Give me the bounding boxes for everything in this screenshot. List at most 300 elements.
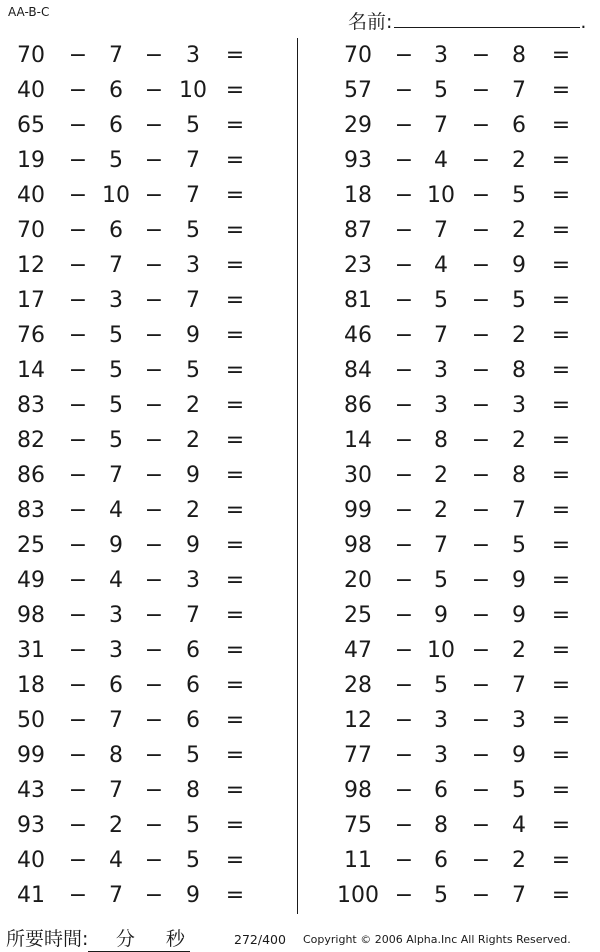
minuend: 81	[344, 287, 372, 313]
minus-sign: −	[68, 742, 88, 768]
subtrahend-2: 6	[186, 672, 200, 698]
subtrahend-1: 7	[434, 532, 448, 558]
subtrahend-1: 7	[109, 707, 123, 733]
problem-row	[0, 563, 290, 598]
minus-sign: −	[144, 847, 164, 873]
subtrahend-2: 6	[186, 637, 200, 663]
minus-sign: −	[394, 777, 414, 803]
problem-row	[300, 808, 590, 843]
problem-row	[0, 353, 290, 388]
equals-sign: =	[551, 42, 571, 68]
minuend: 77	[344, 742, 372, 768]
equals-sign: =	[551, 287, 571, 313]
minus-sign: −	[471, 847, 491, 873]
minuend: 41	[17, 882, 45, 908]
problem-row	[300, 73, 590, 108]
minus-sign: −	[144, 182, 164, 208]
minus-sign: −	[68, 182, 88, 208]
problem-row	[0, 808, 290, 843]
minus-sign: −	[68, 217, 88, 243]
subtrahend-1: 4	[109, 567, 123, 593]
subtrahend-1: 4	[109, 497, 123, 523]
copyright-notice: Copyright © 2006 Alpha.Inc All Rights Reserved.	[303, 933, 571, 946]
minus-sign: −	[394, 322, 414, 348]
equals-sign: =	[225, 112, 245, 138]
minuend: 86	[17, 462, 45, 488]
minus-sign: −	[471, 112, 491, 138]
subtrahend-2: 7	[186, 182, 200, 208]
minuend: 40	[17, 182, 45, 208]
minuend: 18	[344, 182, 372, 208]
subtrahend-1: 6	[109, 77, 123, 103]
subtrahend-2: 3	[512, 707, 526, 733]
subtrahend-2: 5	[186, 812, 200, 838]
subtrahend-1: 3	[434, 392, 448, 418]
subtrahend-1: 8	[434, 812, 448, 838]
problem-row	[300, 283, 590, 318]
equals-sign: =	[225, 252, 245, 278]
minuend: 31	[17, 637, 45, 663]
minus-sign: −	[144, 637, 164, 663]
subtrahend-2: 2	[512, 217, 526, 243]
equals-sign: =	[551, 602, 571, 628]
equals-sign: =	[225, 497, 245, 523]
minuend: 70	[17, 217, 45, 243]
equals-sign: =	[551, 77, 571, 103]
minuend: 12	[17, 252, 45, 278]
equals-sign: =	[225, 427, 245, 453]
subtrahend-2: 9	[512, 252, 526, 278]
minuend: 18	[17, 672, 45, 698]
problem-row	[0, 633, 290, 668]
problem-row	[300, 528, 590, 563]
minus-sign: −	[471, 77, 491, 103]
subtrahend-2: 2	[186, 497, 200, 523]
minuend: 76	[17, 322, 45, 348]
minus-sign: −	[144, 777, 164, 803]
problem-row	[300, 143, 590, 178]
subtrahend-1: 6	[109, 672, 123, 698]
problem-row	[300, 458, 590, 493]
minus-sign: −	[471, 672, 491, 698]
minus-sign: −	[471, 147, 491, 173]
minus-sign: −	[144, 112, 164, 138]
minuend: 98	[17, 602, 45, 628]
subtrahend-1: 5	[109, 427, 123, 453]
problem-row	[300, 318, 590, 353]
minus-sign: −	[394, 882, 414, 908]
minus-sign: −	[68, 637, 88, 663]
minus-sign: −	[394, 77, 414, 103]
subtrahend-2: 9	[512, 602, 526, 628]
problem-row	[0, 143, 290, 178]
equals-sign: =	[225, 882, 245, 908]
subtrahend-2: 5	[512, 287, 526, 313]
minuend: 46	[344, 322, 372, 348]
minus-sign: −	[471, 637, 491, 663]
minus-sign: −	[471, 707, 491, 733]
subtrahend-1: 7	[109, 462, 123, 488]
minus-sign: −	[471, 567, 491, 593]
subtrahend-2: 2	[512, 322, 526, 348]
problem-row	[300, 633, 590, 668]
subtrahend-2: 7	[186, 602, 200, 628]
minus-sign: −	[394, 357, 414, 383]
minus-sign: −	[68, 112, 88, 138]
problem-row	[0, 598, 290, 633]
problem-row	[0, 528, 290, 563]
minus-sign: −	[394, 672, 414, 698]
minus-sign: −	[394, 637, 414, 663]
subtrahend-2: 9	[186, 532, 200, 558]
name-label: 名前:	[348, 11, 393, 33]
problem-row	[300, 423, 590, 458]
equals-sign: =	[225, 462, 245, 488]
minutes-unit: 分	[115, 928, 135, 950]
subtrahend-1: 3	[434, 357, 448, 383]
equals-sign: =	[551, 812, 571, 838]
minus-sign: −	[471, 742, 491, 768]
subtrahend-2: 7	[512, 672, 526, 698]
minuend: 98	[344, 777, 372, 803]
minus-sign: −	[68, 252, 88, 278]
minuend: 82	[17, 427, 45, 453]
minus-sign: −	[471, 462, 491, 488]
minus-sign: −	[68, 707, 88, 733]
minuend: 57	[344, 77, 372, 103]
minuend: 43	[17, 777, 45, 803]
equals-sign: =	[551, 112, 571, 138]
subtrahend-1: 3	[109, 287, 123, 313]
problem-row	[0, 843, 290, 878]
minuend: 84	[344, 357, 372, 383]
problem-row	[300, 878, 590, 913]
minutes-blank	[88, 924, 160, 952]
seconds-blank	[160, 924, 190, 952]
minus-sign: −	[394, 252, 414, 278]
minuend: 28	[344, 672, 372, 698]
subtrahend-1: 2	[434, 462, 448, 488]
problem-row	[0, 178, 290, 213]
problem-row	[0, 73, 290, 108]
minus-sign: −	[471, 357, 491, 383]
equals-sign: =	[225, 602, 245, 628]
subtrahend-1: 5	[109, 322, 123, 348]
problem-row	[300, 598, 590, 633]
minus-sign: −	[394, 427, 414, 453]
equals-sign: =	[225, 217, 245, 243]
subtrahend-1: 3	[109, 602, 123, 628]
problem-row	[0, 213, 290, 248]
minus-sign: −	[144, 812, 164, 838]
minus-sign: −	[68, 672, 88, 698]
minuend: 23	[344, 252, 372, 278]
minuend: 30	[344, 462, 372, 488]
right-problem-column	[300, 38, 590, 913]
subtrahend-1: 7	[109, 882, 123, 908]
minus-sign: −	[68, 882, 88, 908]
minus-sign: −	[144, 392, 164, 418]
problem-row	[0, 38, 290, 73]
subtrahend-1: 2	[109, 812, 123, 838]
minus-sign: −	[68, 567, 88, 593]
minus-sign: −	[471, 217, 491, 243]
problem-row	[0, 108, 290, 143]
minuend: 93	[344, 147, 372, 173]
equals-sign: =	[225, 77, 245, 103]
minuend: 75	[344, 812, 372, 838]
minuend: 17	[17, 287, 45, 313]
subtrahend-2: 9	[186, 322, 200, 348]
subtrahend-2: 5	[512, 777, 526, 803]
minus-sign: −	[394, 392, 414, 418]
minuend: 14	[344, 427, 372, 453]
problem-row	[0, 703, 290, 738]
subtrahend-2: 4	[512, 812, 526, 838]
equals-sign: =	[551, 427, 571, 453]
equals-sign: =	[225, 672, 245, 698]
subtrahend-2: 9	[512, 567, 526, 593]
problem-row	[300, 388, 590, 423]
equals-sign: =	[551, 847, 571, 873]
subtrahend-1: 10	[102, 182, 130, 208]
time-required	[6, 924, 190, 952]
name-blank-line	[394, 11, 580, 28]
equals-sign: =	[225, 287, 245, 313]
subtrahend-2: 7	[512, 882, 526, 908]
subtrahend-1: 8	[434, 427, 448, 453]
subtrahend-1: 5	[434, 77, 448, 103]
subtrahend-1: 6	[434, 777, 448, 803]
time-label: 所要時間:	[6, 928, 89, 950]
minus-sign: −	[144, 532, 164, 558]
minuend: 83	[17, 392, 45, 418]
equals-sign: =	[225, 42, 245, 68]
subtrahend-1: 5	[434, 567, 448, 593]
problem-row	[300, 38, 590, 73]
minus-sign: −	[394, 707, 414, 733]
problem-row	[300, 108, 590, 143]
equals-sign: =	[551, 777, 571, 803]
subtrahend-2: 5	[512, 532, 526, 558]
subtrahend-1: 3	[434, 742, 448, 768]
subtrahend-2: 2	[512, 847, 526, 873]
equals-sign: =	[551, 567, 571, 593]
subtrahend-1: 4	[434, 147, 448, 173]
minus-sign: −	[144, 252, 164, 278]
subtrahend-2: 2	[512, 427, 526, 453]
equals-sign: =	[551, 147, 571, 173]
equals-sign: =	[225, 182, 245, 208]
subtrahend-2: 3	[186, 42, 200, 68]
subtrahend-2: 7	[512, 497, 526, 523]
minus-sign: −	[471, 497, 491, 523]
minuend: 12	[344, 707, 372, 733]
minus-sign: −	[68, 322, 88, 348]
problem-row	[300, 563, 590, 598]
minuend: 40	[17, 77, 45, 103]
equals-sign: =	[225, 147, 245, 173]
problem-row	[300, 773, 590, 808]
minuend: 87	[344, 217, 372, 243]
subtrahend-1: 9	[109, 532, 123, 558]
problem-row	[0, 318, 290, 353]
subtrahend-2: 5	[512, 182, 526, 208]
subtrahend-1: 5	[434, 672, 448, 698]
problem-row	[0, 423, 290, 458]
subtrahend-1: 7	[434, 322, 448, 348]
subtrahend-1: 5	[109, 392, 123, 418]
minus-sign: −	[394, 287, 414, 313]
column-divider	[297, 38, 298, 914]
subtrahend-1: 7	[109, 252, 123, 278]
equals-sign: =	[551, 882, 571, 908]
minus-sign: −	[394, 147, 414, 173]
left-problem-column	[0, 38, 290, 913]
equals-sign: =	[225, 392, 245, 418]
subtrahend-1: 8	[109, 742, 123, 768]
minuend: 40	[17, 847, 45, 873]
minus-sign: −	[471, 392, 491, 418]
minus-sign: −	[394, 742, 414, 768]
subtrahend-2: 9	[186, 882, 200, 908]
problem-row	[300, 248, 590, 283]
equals-sign: =	[551, 462, 571, 488]
minuend: 29	[344, 112, 372, 138]
subtrahend-2: 8	[512, 357, 526, 383]
minus-sign: −	[471, 812, 491, 838]
minuend: 86	[344, 392, 372, 418]
problem-row	[300, 703, 590, 738]
minus-sign: −	[68, 357, 88, 383]
minuend: 50	[17, 707, 45, 733]
subtrahend-1: 3	[109, 637, 123, 663]
minus-sign: −	[144, 147, 164, 173]
minus-sign: −	[471, 532, 491, 558]
problem-row	[0, 248, 290, 283]
minuend: 11	[344, 847, 372, 873]
page-number: 272/400	[234, 932, 286, 947]
minus-sign: −	[68, 497, 88, 523]
problem-row	[0, 493, 290, 528]
subtrahend-1: 5	[434, 882, 448, 908]
problem-row	[0, 738, 290, 773]
minus-sign: −	[68, 812, 88, 838]
subtrahend-1: 5	[109, 357, 123, 383]
minuend: 98	[344, 532, 372, 558]
problem-row	[300, 843, 590, 878]
minus-sign: −	[394, 182, 414, 208]
minus-sign: −	[471, 287, 491, 313]
seconds-unit: 秒	[165, 928, 185, 950]
name-trailing-dot: .	[580, 11, 587, 33]
problem-row	[300, 213, 590, 248]
minuend: 65	[17, 112, 45, 138]
subtrahend-1: 10	[427, 637, 455, 663]
minuend: 14	[17, 357, 45, 383]
problem-row	[300, 493, 590, 528]
subtrahend-1: 4	[434, 252, 448, 278]
subtrahend-2: 9	[186, 462, 200, 488]
minus-sign: −	[68, 147, 88, 173]
minus-sign: −	[144, 322, 164, 348]
minuend: 49	[17, 567, 45, 593]
subtrahend-2: 6	[512, 112, 526, 138]
minus-sign: −	[68, 42, 88, 68]
subtrahend-2: 2	[186, 392, 200, 418]
minuend: 83	[17, 497, 45, 523]
subtrahend-1: 10	[427, 182, 455, 208]
equals-sign: =	[225, 777, 245, 803]
worksheet-code: AA-B-C	[8, 5, 50, 19]
minus-sign: −	[68, 77, 88, 103]
subtrahend-2: 8	[512, 42, 526, 68]
minus-sign: −	[144, 567, 164, 593]
subtrahend-1: 3	[434, 707, 448, 733]
subtrahend-2: 7	[186, 147, 200, 173]
minuend: 93	[17, 812, 45, 838]
equals-sign: =	[225, 567, 245, 593]
subtrahend-2: 3	[186, 252, 200, 278]
minus-sign: −	[144, 357, 164, 383]
minus-sign: −	[144, 497, 164, 523]
minus-sign: −	[68, 847, 88, 873]
subtrahend-2: 9	[512, 742, 526, 768]
subtrahend-2: 3	[512, 392, 526, 418]
subtrahend-2: 5	[186, 742, 200, 768]
subtrahend-1: 7	[434, 217, 448, 243]
problem-row	[0, 878, 290, 913]
minus-sign: −	[144, 287, 164, 313]
minus-sign: −	[144, 602, 164, 628]
minuend: 99	[344, 497, 372, 523]
minus-sign: −	[394, 112, 414, 138]
minuend: 99	[17, 742, 45, 768]
problem-row	[0, 668, 290, 703]
subtrahend-2: 6	[186, 707, 200, 733]
subtrahend-1: 7	[109, 42, 123, 68]
subtrahend-2: 7	[512, 77, 526, 103]
minus-sign: −	[394, 602, 414, 628]
subtrahend-1: 6	[109, 217, 123, 243]
subtrahend-1: 7	[434, 112, 448, 138]
problem-row	[0, 388, 290, 423]
minus-sign: −	[394, 812, 414, 838]
equals-sign: =	[551, 322, 571, 348]
minus-sign: −	[144, 427, 164, 453]
minus-sign: −	[144, 742, 164, 768]
subtrahend-1: 3	[434, 42, 448, 68]
minus-sign: −	[471, 322, 491, 348]
equals-sign: =	[551, 252, 571, 278]
subtrahend-2: 8	[512, 462, 526, 488]
equals-sign: =	[225, 637, 245, 663]
subtrahend-2: 3	[186, 567, 200, 593]
problem-row	[300, 668, 590, 703]
minus-sign: −	[394, 532, 414, 558]
minuend: 47	[344, 637, 372, 663]
minus-sign: −	[471, 882, 491, 908]
subtrahend-2: 2	[186, 427, 200, 453]
minus-sign: −	[394, 567, 414, 593]
minus-sign: −	[394, 217, 414, 243]
equals-sign: =	[225, 357, 245, 383]
problem-row	[0, 458, 290, 493]
equals-sign: =	[551, 392, 571, 418]
equals-sign: =	[551, 707, 571, 733]
equals-sign: =	[225, 532, 245, 558]
subtrahend-2: 8	[186, 777, 200, 803]
